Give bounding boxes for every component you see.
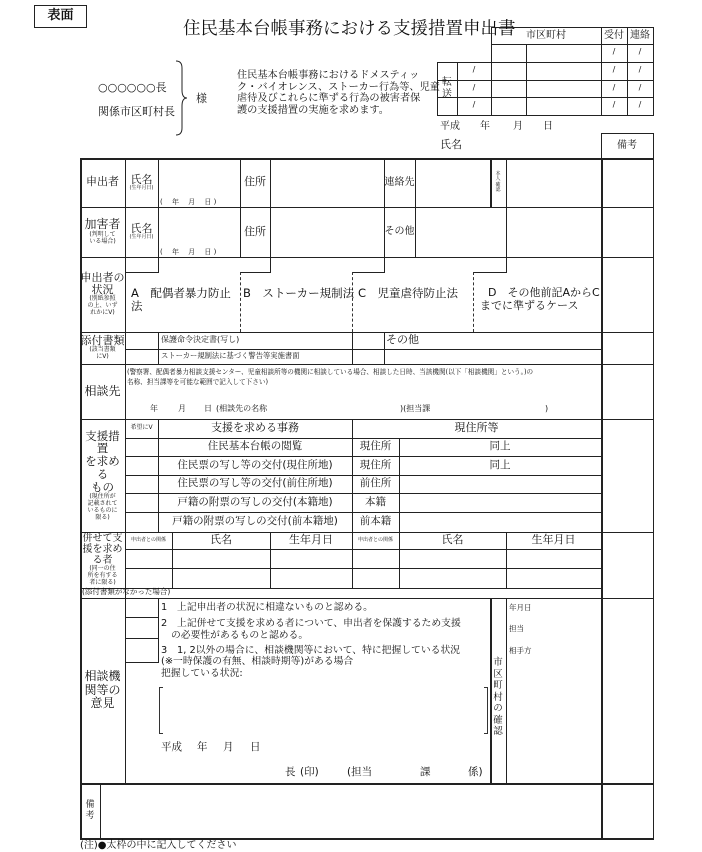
grid-line (80, 257, 654, 258)
joint-name-header-2: 氏名 (441, 533, 464, 547)
consultation-year: 年 (150, 404, 158, 413)
support-task: 住民票の写し等の交付(現住所地) (177, 458, 333, 471)
grid-line (158, 332, 159, 365)
identity-char: 確 (495, 181, 501, 188)
check-char: 認 (493, 726, 503, 738)
opinion-title: 意見 (90, 696, 115, 711)
grid-line (384, 332, 385, 365)
grid-line (125, 349, 602, 350)
option-line: A 配偶者暴力防止 (131, 286, 231, 300)
identity-char: 本 (495, 170, 501, 177)
routing-date-slash: / (472, 100, 476, 110)
support-title: を求める (85, 454, 120, 482)
opinion-title: 相談機 (84, 669, 121, 684)
dashed-divider (352, 272, 353, 332)
request-line: ク・バイオレンス、ストーカー行為等、児童 (237, 81, 440, 93)
support-address-label: 現住所 (359, 440, 392, 453)
grid-line (125, 617, 159, 618)
check-date-label: 年月日 (509, 603, 532, 612)
grid-line (352, 332, 353, 365)
joint-title: 援を求め (82, 544, 123, 556)
support-title: もの (91, 480, 114, 495)
status-option-b[interactable]: B ストーカー規制法 (243, 286, 355, 300)
grid-line (80, 332, 654, 333)
opinion-label (80, 598, 125, 783)
support-checkbox[interactable] (126, 476, 157, 493)
opinion-chief: 長 (285, 766, 296, 778)
footnote: (注)●太枠の中に記入してください (80, 840, 237, 851)
consultation-org-label: (相談先の名称 (216, 404, 268, 413)
joint-birthdate-header-2: 生年月日 (531, 533, 576, 547)
routing-date-slash: / (612, 65, 616, 75)
remarks-char: 考 (85, 810, 95, 821)
grid-line (158, 158, 159, 273)
identity-char: 人 (495, 176, 501, 182)
perpetrator-other-label: その他 (384, 226, 415, 238)
perpetrator-name-cell (125, 207, 158, 257)
consultation-day: 日 (204, 404, 212, 413)
request-text (237, 70, 440, 116)
status-title: 状況 (91, 283, 114, 297)
date-year: 年 (480, 121, 490, 132)
consultation-month: 月 (178, 404, 186, 413)
applicant-address-label: 住所 (244, 175, 266, 189)
support-address-value (399, 475, 601, 493)
no-attachment-note: (添付書類がなかった場合) (82, 587, 171, 596)
support-task-header: 支援を求める事務 (211, 421, 299, 435)
support-note: いるものに (87, 506, 118, 514)
grid-line (601, 158, 603, 839)
opinion-situation-label: 把握している状況: (161, 668, 243, 679)
status-note: の上、いず (87, 302, 118, 310)
support-address-value (399, 493, 601, 512)
routing-date-slash: / (638, 65, 642, 75)
support-address-value: 同上 (489, 458, 511, 471)
date-era: 平成 (440, 121, 460, 132)
consultation-note-line: 名称、担当課等を可能な範囲で記入して下さい) (127, 378, 269, 386)
remarks-header: 備考 (617, 139, 637, 151)
grid-line (80, 598, 654, 599)
status-note: れかにV) (90, 309, 115, 317)
grid-line (240, 272, 271, 273)
grid-line (125, 568, 602, 569)
form-title: 住民基本台帳事務における支援措置申出書 (183, 19, 516, 39)
support-address-header: 現住所等 (454, 421, 499, 435)
opinion-section: 課 (420, 766, 431, 778)
transfer-char: 送 (442, 88, 452, 100)
date-month: 月 (513, 121, 523, 132)
grid-line (352, 272, 385, 273)
grid-line (506, 598, 507, 784)
applicant-birth-label: (生年月日) (129, 184, 154, 191)
side-label-box (34, 5, 87, 28)
municipal-check-label (490, 655, 506, 740)
support-label (80, 419, 125, 532)
applicant-name-label: 氏名 (130, 172, 153, 186)
routing-date-slash: / (612, 47, 616, 57)
attachments-title: 添付書類 (80, 333, 125, 347)
support-address-label: 本籍 (365, 495, 386, 508)
dashed-divider (473, 272, 474, 332)
brace-icon (174, 60, 188, 136)
check-char: 区 (493, 668, 503, 680)
grid-line (80, 158, 654, 160)
perpetrator-note: (判明して (89, 230, 116, 238)
opinion-item-3-cont: (※一時保護の有無、相談時期等)がある場合 (161, 656, 354, 667)
applicant-name-cell (125, 158, 158, 207)
perpetrator-birth-label: (生年月日) (129, 234, 154, 241)
joint-birthdate-header: 生年月日 (289, 533, 333, 547)
grid-line (437, 115, 654, 116)
support-address-label: 前本籍 (359, 515, 392, 528)
status-option-c[interactable]: C 児童虐待防止法 (358, 286, 459, 300)
opinion-date-era: 平成 (161, 741, 182, 753)
remarks-char: 備 (85, 800, 95, 811)
support-task: 戸籍の附票の写しの交付(前本籍地) (172, 515, 338, 528)
check-char: 町 (493, 680, 503, 692)
addressee-chief: ○○○○○○長 (98, 81, 167, 94)
joint-relation-header-2: 申出者との関係 (357, 536, 393, 543)
routing-date-slash: / (638, 100, 642, 110)
joint-name-header: 氏名 (210, 533, 232, 547)
opinion-staff: (担当 (347, 766, 373, 778)
grid-line (125, 662, 159, 663)
joint-note: (同一の住 (89, 565, 116, 573)
consultation-close: ) (545, 404, 549, 413)
remarks-footer-label (80, 783, 100, 838)
applicant-contact-label: 連絡先 (384, 176, 415, 188)
consultation-note (127, 367, 533, 387)
request-line: 虐待及びこれらに準ずる行為の被害者保 (237, 93, 421, 105)
identity-check-label (490, 158, 506, 207)
consultation-dept-label: )(担当課 (400, 404, 431, 413)
option-line: までに準ずるケース (480, 298, 579, 312)
grid-line (653, 133, 654, 839)
applicant-label: 申出者 (86, 175, 119, 189)
opinion-title: 関等の (84, 682, 121, 697)
identity-char: 認 (495, 187, 501, 193)
routing-contact-header: 連絡 (630, 29, 650, 41)
dashed-divider (240, 272, 241, 332)
attachments-label (80, 332, 125, 364)
addressee-municipalities: 関係市区町村長 (98, 105, 175, 118)
remarks-input[interactable] (101, 784, 652, 837)
right-bracket-icon (484, 687, 488, 734)
grid-line (526, 44, 527, 116)
perpetrator-note: いる場合) (89, 237, 116, 245)
grid-line (80, 207, 654, 208)
applicant-birthdate-field[interactable]: ( 年 月 日 ) (160, 198, 217, 206)
grid-line (80, 364, 654, 365)
grid-line (125, 549, 602, 550)
support-note: 限る) (95, 513, 110, 521)
grid-line (158, 598, 159, 663)
applicant-name-label: 氏名 (440, 138, 462, 151)
opinion-unit: 係) (468, 766, 483, 778)
attachments-note: にV) (96, 353, 109, 361)
transfer-char: 転 (442, 77, 452, 89)
joint-note: 所を有する (87, 572, 118, 580)
perpetrator-name-label: 氏名 (130, 222, 153, 236)
attachment-other: その他 (386, 333, 419, 346)
grid-line (270, 158, 271, 273)
routing-date-slash: / (638, 83, 642, 93)
joint-relation-header: 申出者との関係 (130, 536, 166, 543)
opinion-date-year: 年 (197, 741, 208, 753)
check-char: 確 (493, 714, 503, 726)
attachment-protection-order: 保護命令決定書(写し) (161, 335, 240, 344)
grid-line (415, 158, 416, 258)
support-task: 戸籍の附票の写しの交付(本籍地) (177, 495, 333, 508)
support-task: 住民票の写し等の交付(前住所地) (177, 477, 333, 490)
support-note: (現住所が (89, 492, 116, 500)
perpetrator-birthdate-field[interactable]: ( 年 月 日 ) (160, 248, 217, 256)
status-title: 申出者の (80, 270, 125, 284)
side-label: 表面 (47, 8, 74, 24)
opinion-item-1: 1 上記申出者の状況に相違ないものと認める。 (161, 602, 373, 613)
support-checkbox[interactable] (126, 457, 157, 475)
routing-date-slash: / (638, 47, 642, 57)
check-char: 市 (493, 657, 503, 669)
support-title: 支援措置 (85, 428, 120, 456)
attachment-stalker-warning: ストーカー規制法に基づく警告等実施書面 (161, 351, 300, 360)
routing-transfer-label (437, 62, 457, 115)
grid-line (506, 158, 507, 273)
opinion-item-2: 2 上記併せて支援を求める者について、申出者を保護するため支援 (161, 618, 461, 629)
opinion-seal: (印) (300, 766, 319, 778)
option-line: 法 (131, 299, 143, 314)
check-staff-label: 担当 (509, 624, 524, 633)
consultation-note-line: (警察署、配偶者暴力相談支援センター、児童相談所等の機関に相談している場合、相談した日時、当該機関(以下「相談機関」という。)の (127, 368, 534, 376)
support-checkbox[interactable] (126, 439, 157, 456)
option-line: D その他前記AからC (488, 286, 600, 299)
support-task: 住民基本台帳の閲覧 (207, 440, 303, 453)
joint-title: 併せて支 (82, 532, 123, 544)
grid-line (653, 27, 654, 116)
status-option-d[interactable] (480, 287, 600, 312)
support-address-value: 同上 (489, 440, 511, 453)
opinion-date-month: 月 (223, 741, 234, 753)
joint-label (80, 532, 125, 588)
check-char: 村 (493, 691, 503, 703)
opinion-date-day: 日 (250, 741, 261, 753)
grid-line (125, 272, 159, 273)
support-checkbox[interactable] (126, 494, 157, 512)
routing-date-slash: / (472, 65, 476, 75)
status-label (80, 257, 125, 332)
opinion-item-3: 3 1, 2以外の場合に、相談機関等において、特に把握している状況 (161, 645, 461, 656)
check-party-label: 相手方 (509, 646, 532, 655)
routing-date-slash: / (612, 83, 616, 93)
routing-date-slash: / (472, 83, 476, 93)
opinion-item-2-cont: の必要性があるものと認める。 (171, 630, 309, 641)
attachments-note: (該当書類 (89, 346, 116, 354)
grid-line (473, 272, 507, 273)
consultation-label: 相談先 (84, 383, 121, 398)
support-address-value (399, 512, 601, 532)
support-address-label: 前住所 (359, 477, 392, 490)
request-line: 住民基本台帳事務におけるドメスティッ (237, 70, 420, 81)
honorific: 様 (196, 92, 207, 105)
support-address-label: 現住所 (359, 458, 392, 471)
joint-title: る者 (92, 555, 113, 567)
status-option-a[interactable] (131, 287, 231, 313)
routing-date-slash: / (612, 100, 616, 110)
routing-municipality-header: 市区町村 (526, 29, 566, 41)
date-day: 日 (543, 121, 553, 132)
grid-line (125, 638, 159, 639)
support-note: 記載されて (87, 499, 118, 507)
perpetrator-label (80, 207, 125, 257)
situation-input[interactable] (160, 687, 486, 732)
joint-note: 者に限る) (89, 579, 116, 587)
support-checkbox[interactable] (126, 513, 157, 532)
status-note: (別紙参照 (89, 295, 116, 303)
left-bracket-icon (159, 687, 163, 734)
routing-received-header: 受付 (604, 29, 624, 41)
check-char: の (493, 703, 503, 715)
perpetrator-address-label: 住所 (244, 224, 266, 238)
request-line: 護の支援措置の実施を求めます。 (237, 104, 389, 116)
perpetrator-title: 加害者 (84, 217, 121, 232)
support-check-header: 希望にV (130, 424, 153, 432)
